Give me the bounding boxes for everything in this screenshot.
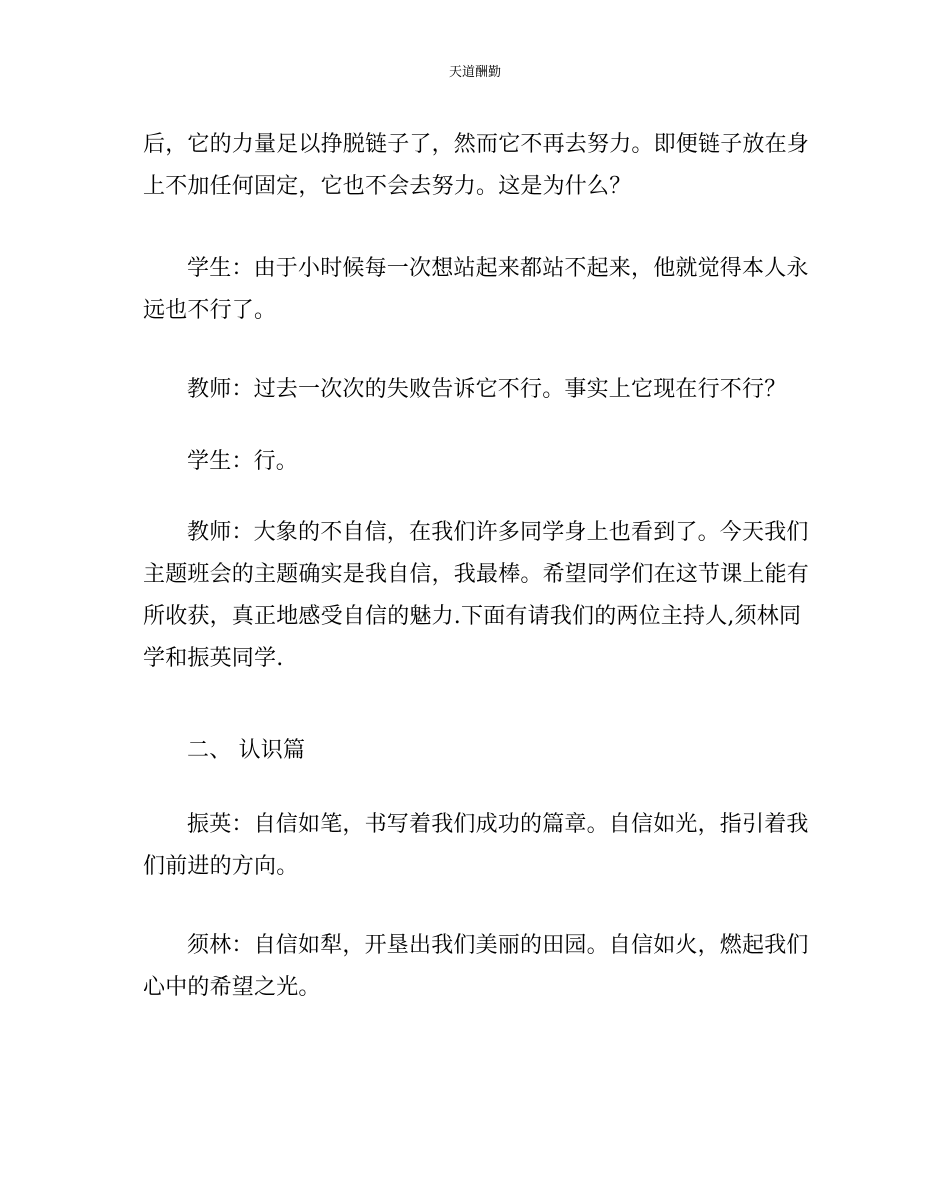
paragraph-teacher-question (143, 369, 803, 411)
paragraph-line: 远也不行了。 (143, 298, 277, 323)
paragraph-teacher-intro (143, 512, 810, 680)
paragraph-line: 学生：行。 (187, 449, 299, 474)
paragraph-zhenying (143, 804, 809, 888)
section-heading-recognition (143, 730, 803, 772)
paragraph-line: 所收获，真正地感受自信的魅力.下面有请我们的两位主持人,须林同 (143, 604, 802, 629)
paragraph-line: 上不加任何固定，它也不会去努力。这是为什么？ (143, 174, 632, 199)
page-header: 天道酬勤 (448, 65, 501, 80)
paragraph-line: 须林：自信如犁，开垦出我们美丽的田园。自信如火，燃起我们 (187, 933, 809, 958)
paragraph-elephant-question (143, 124, 810, 208)
paragraph-student-answer-2 (143, 441, 803, 483)
paragraph-line: 振英：自信如笔，书写着我们成功的篇章。自信如光，指引着我 (187, 812, 809, 837)
paragraph-line: 教师：过去一次次的失败告诉它不行。事实上它现在行不行？ (187, 377, 787, 402)
paragraph-line: 后，它的力量足以挣脱链子了，然而它不再去努力。即便链子放在身 (143, 132, 810, 157)
paragraph-xulin (143, 925, 809, 1009)
paragraph-student-answer-1 (143, 248, 809, 332)
paragraph-line: 心中的希望之光。 (143, 975, 321, 1000)
paragraph-line: 主题班会的主题确实是我自信，我最棒。希望同学们在这节课上能有 (143, 562, 810, 587)
paragraph-line: 教师：大象的不自信，在我们许多同学身上也看到了。今天我们 (187, 520, 809, 545)
paragraph-line: 学和振英同学. (143, 646, 284, 671)
paragraph-line: 学生：由于小时候每一次想站起来都站不起来，他就觉得本人永 (187, 256, 809, 281)
paragraph-line: 二、 认识篇 (187, 738, 306, 763)
paragraph-line: 们前进的方向。 (143, 854, 299, 879)
